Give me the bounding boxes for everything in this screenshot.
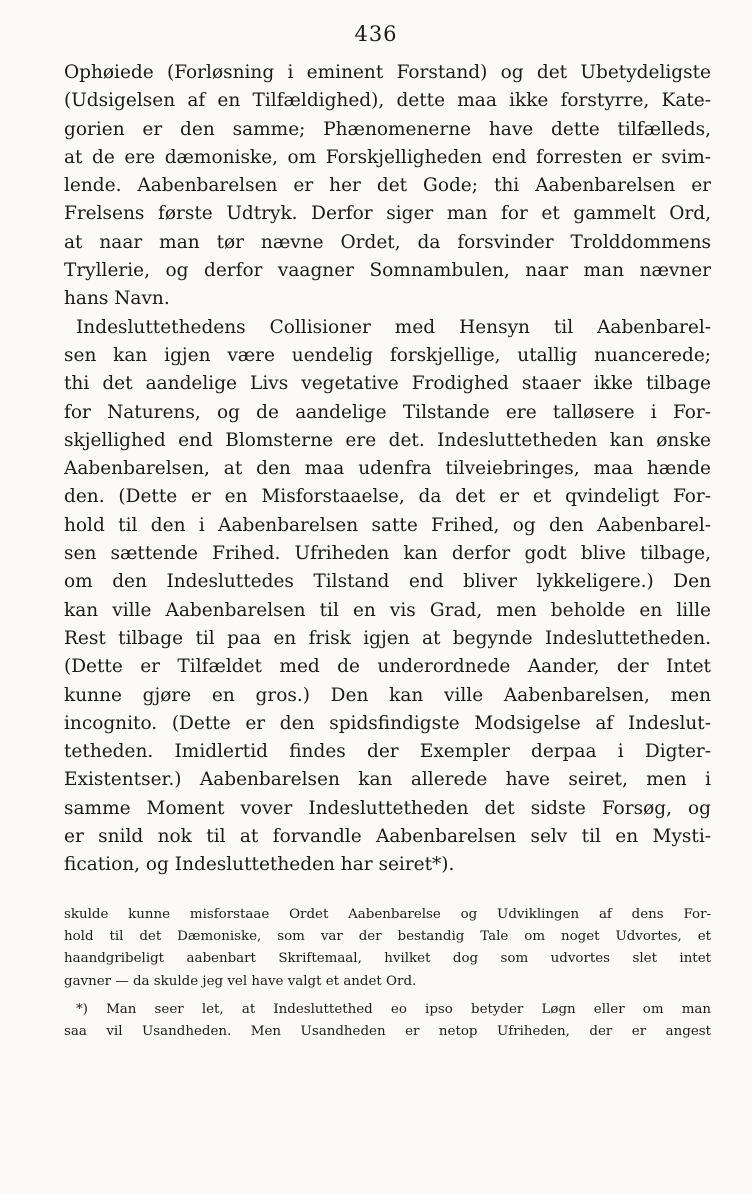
- text-line: om den Indesluttedes Tilstand end bliver lykkeligere.) Den: [64, 571, 711, 593]
- text-line: sen kan igjen være uendelig forskjellige, utallig nuancerede;: [64, 344, 711, 366]
- paragraph: [64, 59, 711, 314]
- footnote-line: *) Man seer let, at Indesluttethed eo ipso betyder Løgn eller om man: [76, 1001, 711, 1017]
- text-line: Existentser.) Aabenbarelsen kan allerede have seiret, men i: [64, 769, 711, 791]
- text-line: kan ville Aabenbarelsen til en vis Grad, men beholde en lille: [64, 599, 711, 621]
- footnote-line: saa vil Usandheden. Men Usandheden er netop Ufriheden, der er angest: [64, 1023, 711, 1039]
- text-line: thi det aandelige Livs vegetative Frodighed staaer ikke tilbage: [64, 373, 711, 395]
- text-line: Tryllerie, og derfor vaagner Somnambulen, naar man nævner: [64, 260, 711, 282]
- text-line: at naar man tør nævne Ordet, da forsvinder Trolddommens: [64, 231, 711, 253]
- text-line: (Udsigelsen af en Tilfældighed), dette maa ikke forstyrre, Kate-: [64, 90, 711, 112]
- text-line: fication, og Indesluttetheden har seiret*).: [64, 854, 455, 876]
- footnote-line: gavner — da skulde jeg vel have valgt et andet Ord.: [64, 973, 417, 989]
- text-line: den. (Dette er en Misforstaaelse, da det er et qvindeligt For-: [64, 486, 711, 508]
- text-line: gorien er den samme; Phænomenerne have dette tilfælleds,: [64, 118, 711, 140]
- text-line: Frelsens første Udtryk. Derfor siger man for et gammelt Ord,: [64, 203, 711, 225]
- text-line: hans Navn.: [64, 288, 170, 310]
- text-line: lende. Aabenbarelsen er her det Gode; thi Aabenbarelsen er: [64, 175, 711, 197]
- text-line: er snild nok til at forvandle Aabenbarelsen selv til en Mysti-: [64, 826, 711, 848]
- text-line: (Dette er Tilfældet med de underordnede Aander, der Intet: [64, 656, 711, 678]
- body-text: [64, 59, 711, 880]
- text-line: Ophøiede (Forløsning i eminent Forstand) og det Ubetydeligste: [64, 62, 711, 83]
- footnote-line: skulde kunne misforstaae Ordet Aabenbarelse og Udviklingen af dens For-: [64, 907, 711, 922]
- text-line: tetheden. Imidlertid findes der Exempler derpaa i Digter-: [64, 741, 711, 763]
- text-line: samme Moment vover Indesluttetheden det sidste Forsøg, og: [64, 797, 711, 819]
- paragraph: [64, 314, 711, 880]
- text-line: skjellighed end Blomsterne ere det. Indesluttetheden kan ønske: [64, 429, 711, 451]
- text-line: Rest tilbage til paa en frisk igjen at begynde Indesluttetheden.: [64, 627, 711, 649]
- footnote-continuation: [64, 904, 711, 993]
- text-line: hold til den i Aabenbarelsen satte Frihed, og den Aabenbarel-: [64, 514, 711, 536]
- footnotes: [64, 904, 711, 1043]
- text-line: sen sættende Frihed. Ufriheden kan derfor godt blive tilbage,: [64, 543, 711, 565]
- footnote: [64, 999, 711, 1043]
- text-line: kunne gjøre en gros.) Den kan ville Aabenbarelsen, men: [64, 684, 711, 706]
- text-line: for Naturens, og de aandelige Tilstande ere talløsere i For-: [64, 401, 711, 423]
- footnote-line: hold til det Dæmoniske, som var der bestandig Tale om noget Udvortes, et: [64, 929, 711, 945]
- text-line: at de ere dæmoniske, om Forskjelligheden end forresten er svim-: [64, 146, 711, 168]
- footnote-line: haandgribeligt aabenbart Skriftemaal, hvilket dog som udvortes slet intet: [64, 951, 711, 967]
- page-number: 436: [354, 22, 398, 46]
- text-line: Indesluttethedens Collisioner med Hensyn til Aabenbarel-: [76, 316, 711, 338]
- text-line: Aabenbarelsen, at den maa udenfra tilveiebringes, maa hænde: [64, 458, 711, 480]
- text-line: incognito. (Dette er den spidsfindigste Modsigelse af Indeslut-: [64, 712, 711, 734]
